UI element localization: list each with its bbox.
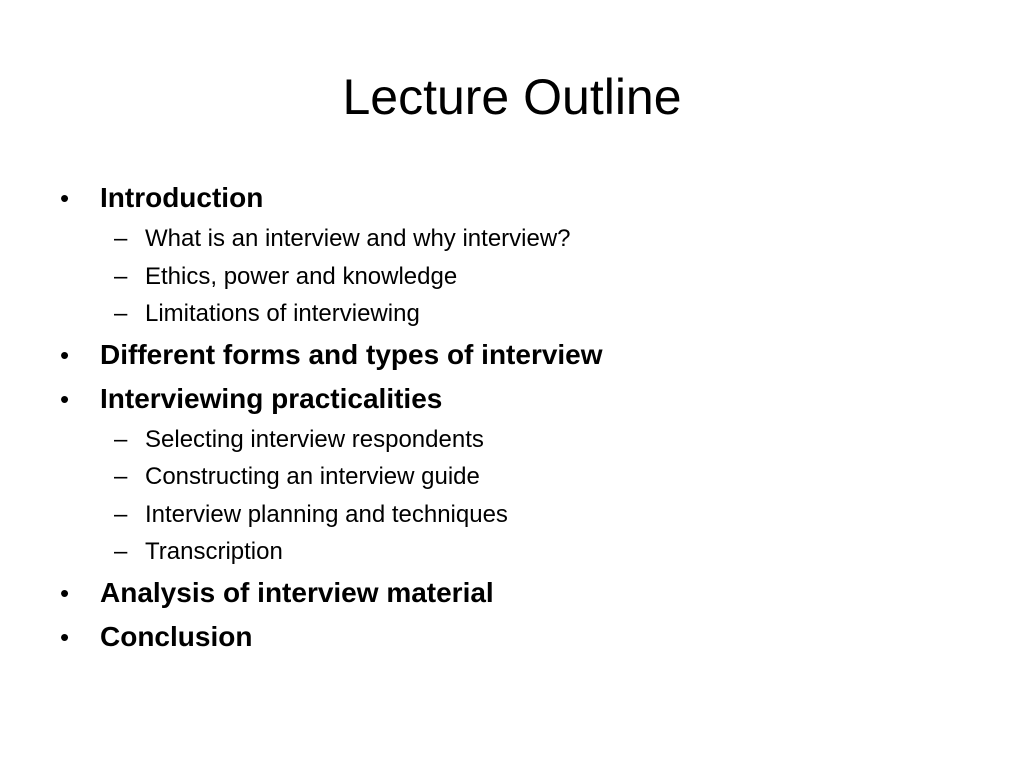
outline-item-conclusion: [60, 615, 960, 659]
bullet-icon: •: [60, 383, 70, 414]
sub-item-label: Selecting interview respondents: [145, 425, 484, 453]
sub-item-label: What is an interview and why interview?: [145, 225, 571, 252]
bullet-icon: •: [60, 621, 70, 652]
sub-item-label: Limitations of interviewing: [145, 300, 420, 327]
outline-item-label: Analysis of interview material: [100, 576, 494, 608]
outline-item-row: [60, 571, 960, 615]
sub-list: [60, 220, 960, 333]
outline-item-label: Conclusion: [100, 620, 253, 652]
sub-item-label: Transcription: [145, 538, 283, 565]
outline-item-analysis: [60, 571, 960, 615]
outline-item-forms-and-types: [60, 333, 960, 377]
outline-item-row: [60, 615, 960, 659]
dash-icon: –: [114, 538, 128, 565]
sub-item-label: Interview planning and techniques: [145, 500, 508, 528]
sub-item: [60, 258, 960, 296]
bullet-icon: •: [60, 577, 70, 608]
dash-icon: –: [114, 225, 128, 252]
outline-item-label: Introduction: [100, 182, 264, 213]
outline-list: [60, 176, 960, 659]
outline-item-row: [60, 333, 960, 377]
outline-item-label: Different forms and types of interview: [100, 338, 603, 370]
sub-item: [60, 533, 960, 571]
sub-item: [60, 220, 960, 258]
dash-icon: –: [114, 262, 128, 290]
bullet-icon: •: [60, 339, 70, 370]
sub-item: [60, 496, 960, 534]
outline-item-practicalities: [60, 377, 960, 571]
sub-item-label: Constructing an interview guide: [145, 463, 480, 490]
slide-title: Lecture Outline: [342, 69, 682, 125]
outline-item-label: Interviewing practicalities: [100, 382, 443, 414]
sub-item: [60, 458, 960, 496]
outline-item-row: [60, 176, 960, 220]
dash-icon: –: [114, 300, 128, 327]
sub-list: [60, 421, 960, 571]
sub-item: [60, 421, 960, 459]
dash-icon: –: [114, 463, 128, 490]
outline-item-introduction: [60, 176, 960, 333]
bullet-icon: •: [60, 183, 70, 213]
sub-item-label: Ethics, power and knowledge: [145, 262, 458, 290]
dash-icon: –: [114, 500, 128, 528]
sub-item: [60, 295, 960, 333]
outline-item-row: [60, 377, 960, 421]
dash-icon: –: [114, 425, 128, 453]
